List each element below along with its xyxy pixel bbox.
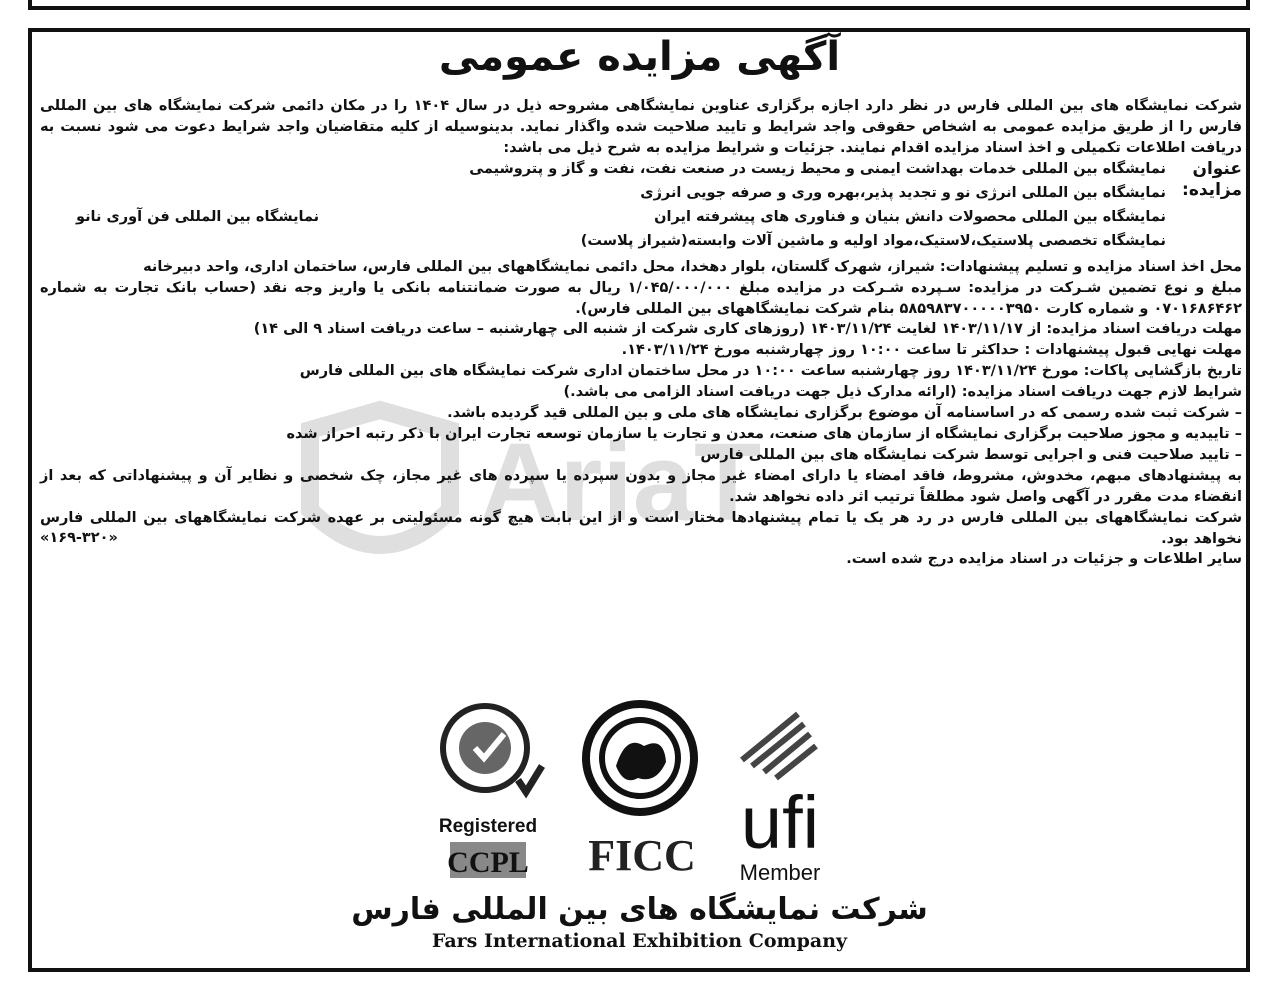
top-border (28, 0, 1250, 10)
svg-text:AriaT: AriaT (480, 421, 762, 544)
guarantee-line: مبلغ و نوع تضمین شـرکت در مزایده: سـپرده شـرکت در مزایده مبلغ ۱/۰۴۵/۰۰۰/۰۰۰ ریال به صورت ضمانتنامه بانکی یا واریز وجه نقد (حساب بانک تجارت به شماره ۰۷۰۱۶۸۶۴۶۲ و شماره کارت ۵۸۵۹۸۳۷۰۰۰۰۰۳۹۵۰ بنام شرکت نمایشگاههای بین المللی فارس). (40, 279, 1242, 317)
subjects-block (40, 159, 1242, 255)
subject-item: نمایشگاه بین المللی فن آوری نانو (76, 208, 320, 225)
ccpl-name-text: CCPL (447, 846, 529, 879)
conditions-title: شرایط لازم جهت دریافت اسناد مزایده: (ارائه مدارک ذیل جهت دریافت اسناد الزامی می باشد.) (563, 384, 1242, 401)
subject-item: نمایشگاه بین المللی خدمات بهداشت ایمنی و محیط زیست در صنعت نفت، نفت و گاز و پتروشیمی (469, 160, 1166, 177)
company-name-fa: شرکت نمایشگاه های بین المللی فارس (351, 892, 928, 927)
other-info: سایر اطلاعات و جزئیات در اسناد مزایده درج شده است. (846, 551, 1242, 568)
ufi-name-text: ufi (740, 781, 820, 864)
ccpl-logo (439, 706, 542, 879)
notice-body (40, 96, 1242, 570)
invalid-offers-paragraph: به پیشنهادهای مبهم، مخدوش، مشروط، فاقد امضاء یا دارای امضاء غیر مجاز و بدون سپرده یا سپرده های غیر مجاز، چک شخصی و نظایر آن و پیشنهاداتی که بعد از انقضاء مدت مقرر در آگهی واصل شود مطلقاً ترتیب اثر داده نخواهد شد. (40, 467, 1242, 505)
docs-deadline-line: مهلت دریافت اسناد مزایده: از ۱۴۰۳/۱۱/۱۷ لغایت ۱۴۰۳/۱۱/۲۴ (روزهای کاری شرکت از شنبه الی چهارشنبه – ساعت دریافت اسناد ۹ الی ۱۴) (253, 321, 1242, 338)
ficc-logo (586, 704, 696, 880)
ad-code: «۱۶۹-۳۲۰» (40, 530, 118, 547)
ufi-logo (740, 714, 821, 885)
page-title: آگهی مزایده عمومی (438, 34, 841, 80)
company-name-en: Fars International Exhibition Company (431, 930, 848, 952)
ficc-name-text: FICC (588, 831, 696, 880)
subject-item: نمایشگاه تخصصی پلاستیک،لاستیک،مواد اولیه و ماشین آلات وابسته(شیراز پلاست) (580, 232, 1166, 249)
closing-line (40, 530, 1242, 570)
subject-label: عنوان مزایده: (1182, 158, 1242, 200)
rights-paragraph: شرکت نمایشگاههای بین المللی فارس در رد هر یک یا تمام پیشنهادها مختار است و از این بابت هیچ گونه مسئولیتی بر عهده شرکت نمایشگاههای بین المللی فارس نخواهد بود. (40, 509, 1242, 547)
offer-deadline-line: مهلت نهایی قبول پیشنهادات : حداکثر تا ساعت ۱۰:۰۰ روز چهارشنبه مورخ ۱۴۰۳/۱۱/۲۴. (621, 342, 1242, 359)
intro-paragraph: شرکت نمایشگاه های بین المللی فارس در نظر دارد اجازه برگزاری عناوین نمایشگاهی مشروحه ذیل در سال ۱۴۰۴ را در مکان دائمی شرکت نمایشگاه های بین المللی فارس را از طریق مزایده عمومی به اشخاص حقوقی واجد شرایط و تایید صلاحیت شده واگذار نماید. بدینوسیله از کلیه متقاضیان واجد شرایط دعوت می شود نسبت به دریافت اطلاعات تکمیلی و اخذ اسناد مزایده اقدام نمایند. جزئیات و شرایط مزایده به شرح ذیل می باشد: (40, 98, 1242, 156)
condition-item: – تاییدیه و مجوز صلاحیت برگزاری نمایشگاه از سازمان های صنعت، معدن و تجارت یا سازمان توسعه تجارت ایران با ذکر رتبه احراز شده (286, 425, 1242, 442)
ccpl-registered-text: Registered (438, 816, 538, 837)
logos-row (430, 700, 850, 900)
opening-line: تاریخ بازگشایی پاکات: مورخ ۱۴۰۳/۱۱/۲۴ روز چهارشنبه ساعت ۱۰:۰۰ در محل ساختمان اداری شرکت نمایشگاه های بین المللی فارس (299, 363, 1242, 380)
location-line: محل اخذ اسناد مزایده و تسلیم پیشنهادات: شیراز، شهرک گلستان، بلوار دهخدا، محل دائمی نمایشگاههای بین المللی فارس، ساختمان اداری، واحد دبیرخانه (143, 258, 1242, 275)
subject-item: نمایشگاه بین المللی انرژی نو و تجدید پذیر،بهره وری و صرفه جویی انرژی (640, 184, 1166, 201)
condition-item: – شرکت ثبت شده رسمی که در اساسنامه آن موضوع برگزاری نمایشگاه های ملی و بین المللی قید گردیده باشد. (447, 405, 1242, 422)
ufi-member-text: Member (739, 860, 821, 885)
subject-item: نمایشگاه بین المللی محصولات دانش بنیان و فناوری های پیشرفته ایران (654, 208, 1166, 225)
condition-item: – تایید صلاحیت فنی و اجرایی توسط شرکت نمایشگاه های بین المللی فارس (700, 446, 1242, 463)
subject-line (40, 207, 1166, 231)
